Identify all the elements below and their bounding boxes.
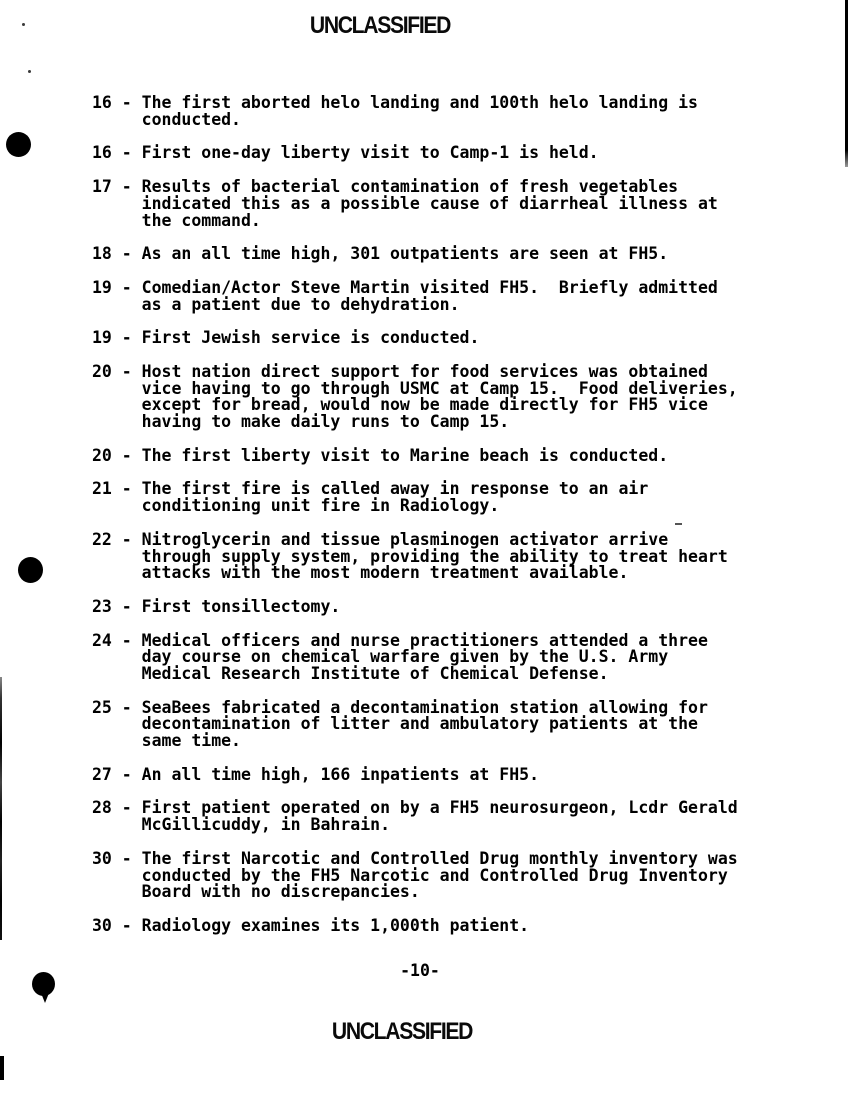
scan-edge-line [845,0,848,167]
log-entry [92,918,772,935]
log-entry [92,848,772,902]
log-entry [92,764,772,784]
entry-day-number: 20 - [92,445,132,465]
entry-day-number: 16 - [92,143,132,163]
entry-text-line: Comedian/Actor Steve Martin visited FH5. Briefly admitted [141,277,718,297]
entry-text-line: The first Narcotic and Controlled Drug monthly inventory was [141,848,738,868]
scan-edge-line [0,677,2,940]
entry-text-line: decontamination of litter and ambulatory patients at the [141,714,698,734]
entry-day-number: 22 - [92,529,132,549]
log-entry [92,176,772,230]
entry-day-number: 19 - [92,277,132,297]
hole-punch-mark [6,132,31,157]
classification-footer: UNCLASSIFIED [331,1018,473,1045]
entry-text-line: As an all time high, 301 outpatients are seen at FH5. [141,244,669,264]
entry-day-number: 16 - [92,93,132,112]
hole-punch-mark [18,557,43,583]
entry-text-line: conducted by the FH5 Narcotic and Controlled Drug Inventory [141,865,728,885]
entry-text-line: First one-day liberty visit to Camp-1 is held. [141,143,599,163]
scan-speck [675,523,682,525]
hole-punch-mark-tail [41,993,49,1003]
entry-text-line: Results of bacterial contamination of fresh vegetables [141,176,679,196]
log-entry [92,529,772,583]
entry-text-line: vice having to go through USMC at Camp 15. Food deliveries, [141,378,738,398]
entry-day-number: 28 - [92,798,132,818]
log-entry [92,481,772,515]
entry-text-line: Host nation direct support for food services was obtained [141,361,708,381]
page-number: -10- [400,961,440,980]
entry-text-line: having to make daily runs to Camp 15. [141,412,510,432]
log-entry [92,246,772,263]
entry-text-line: through supply system, providing the ability to treat heart [141,546,728,566]
entry-day-number: 17 - [92,176,132,196]
entry-text-line: McGillicuddy, in Bahrain. [141,815,391,835]
log-entry [92,361,772,432]
entry-text-line: The first aborted helo landing and 100th helo landing is [141,93,698,112]
entry-text-line: as a patient due to dehydration. [141,294,460,314]
entry-day-number: 30 - [92,848,132,868]
log-entry [92,630,772,684]
entry-day-number: 30 - [92,916,132,936]
entry-text-line: day course on chemical warfare given by the U.S. Army [141,647,669,667]
entry-day-number: 18 - [92,244,132,264]
entry-text-line: First patient operated on by a FH5 neurosurgeon, Lcdr Gerald [141,798,738,818]
entry-text-line: the command. [141,210,261,230]
entry-text-line: The first liberty visit to Marine beach is conducted. [141,445,669,465]
log-entry [92,277,772,314]
entry-text-line: Nitroglycerin and tissue plasminogen activator arrive [141,529,669,549]
entry-day-number: 19 - [92,328,132,348]
entry-text-line: conditioning unit fire in Radiology. [141,496,500,516]
entry-day-number: 27 - [92,764,132,784]
entry-day-number: 24 - [92,630,132,650]
entry-text-line: An all time high, 166 inpatients at FH5. [141,764,540,784]
entry-text-line: conducted. [141,109,241,129]
entry-text-line: First Jewish service is conducted. [141,328,480,348]
entry-text-line: Board with no discrepancies. [141,882,420,902]
log-entry [92,800,772,834]
entry-text-line: except for bread, would now be made directly for FH5 vice [141,395,708,415]
entry-day-number: 20 - [92,361,132,381]
entry-day-number: 25 - [92,697,132,717]
scan-speck [22,23,25,26]
log-entry [92,145,772,162]
entry-day-number: 21 - [92,479,132,499]
entry-text-line: The first fire is called away in response to an air [141,479,649,499]
entry-day-number: 23 - [92,596,132,616]
entry-text-line: Radiology examines its 1,000th patient. [141,916,530,936]
log-entry [92,445,772,465]
log-entry [92,596,772,616]
scan-edge-mark [0,1056,4,1080]
log-entry [92,330,772,347]
entry-text-line: attacks with the most modern treatment available. [141,563,629,583]
entry-text-line: same time. [141,731,241,751]
entry-text-line: Medical Research Institute of Chemical Defense. [141,664,609,684]
entry-text-line: indicated this as a possible cause of diarrheal illness at [141,193,718,213]
classification-header: UNCLASSIFIED [309,12,451,39]
chronology-entry-list [92,95,772,935]
entry-text-line: SeaBees fabricated a decontamination station allowing for [141,697,708,717]
entry-text-line: Medical officers and nurse practitioners attended a three [141,630,708,650]
entry-text-line: First tonsillectomy. [141,596,341,616]
log-entry [92,697,772,751]
log-entry [92,95,772,129]
scan-speck [28,70,31,73]
